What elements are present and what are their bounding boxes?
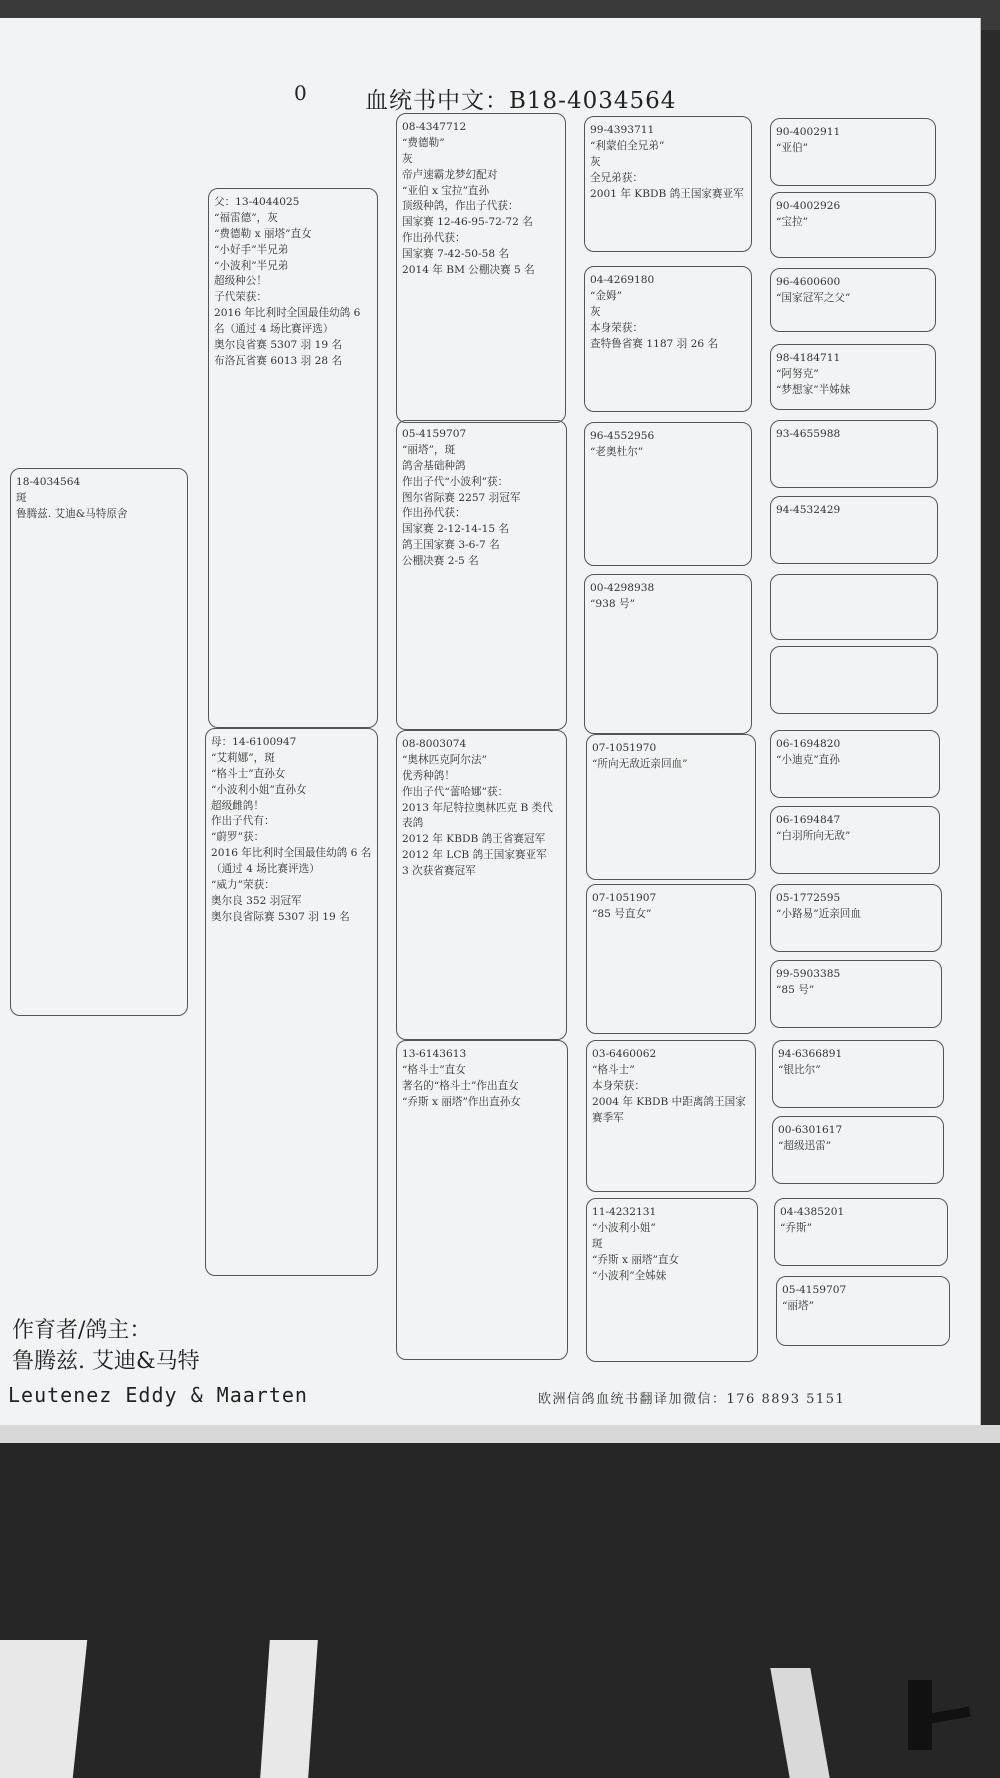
pedigree-sheet: [0, 18, 981, 1428]
gen4-box: 00-4298938 “938 号”: [584, 574, 752, 734]
gen3-box: 13-6143613 “格斗士”直女 著名的“格斗士”作出直女 “乔斯 x 丽塔”作出直孙女: [396, 1040, 568, 1360]
gen5-box: [770, 646, 938, 714]
light-glare: [0, 1640, 87, 1778]
clip-shadow: [908, 1680, 932, 1750]
gen4-box: 04-4269180 “金姆” 灰 本身荣获： 查特鲁省赛 1187 羽 26 名: [584, 266, 752, 412]
gen5-box: 96-4600600 “国家冠军之父”: [770, 268, 936, 332]
gen4-box: 07-1051907 “85 号直女”: [586, 884, 756, 1034]
gen3-box: 08-4347712 “费德勒” 灰 帝卢速霸龙梦幻配对 “亚伯 x 宝拉”直孙 顶级种鸽，作出子代获： 国家赛 12-46-95-72-72 名 作出孙代获： 国家赛 7-42-50-58 名 2014 年 BM 公棚决赛 5 名: [396, 113, 566, 423]
page-title: 血统书中文：B18-4034564: [365, 88, 677, 114]
gen4-box: 11-4232131 “小波利小姐” 斑 “乔斯 x 丽塔”直女 “小波利”全姊妹: [586, 1198, 758, 1362]
gen4-box: 96-4552956 “老奥杜尔”: [584, 422, 752, 566]
gen3-box: 08-8003074 “奥林匹克阿尔法” 优秀种鸽！ 作出子代“蕾哈娜”获： 2013 年尼特拉奥林匹克 B 类代表鸽 2012 年 KBDB 鸽王省赛冠军 2012 年 LCB 鸽王国家赛亚军 3 次获省赛冠军: [396, 730, 567, 1040]
gen5-box: 94-4532429: [770, 496, 938, 564]
gen4-box: 99-4393711 “利蒙伯全兄弟” 灰 全兄弟获： 2001 年 KBDB 鸽王国家赛亚军: [584, 116, 752, 252]
breeder-label: 作育者/鸽主：: [12, 1318, 152, 1343]
gen5-box: 93-4655988: [770, 420, 938, 488]
breeder-name-english: Leutenez Eddy & Maarten: [8, 1383, 308, 1407]
gen4-box: 03-6460062 “格斗士” 本身荣获： 2004 年 KBDB 中距离鸽王国家赛季军: [586, 1040, 756, 1192]
breeder-name-chinese: 鲁腾兹. 艾迪&马特: [12, 1349, 200, 1374]
gen5-box: 04-4385201 “乔斯”: [774, 1198, 948, 1266]
pigeon-box: 18-4034564 斑 鲁腾兹. 艾迪&马特原舍: [10, 468, 188, 1016]
gen4-box: 07-1051970 “所向无敌近亲回血”: [586, 734, 756, 880]
dam-box: 母：14-6100947 “艾莉娜”，斑 “格斗士”直孙女 “小波利小姐”直孙女 超级雌鸽！ 作出子代有： “蔚罗”获： 2016 年比利时全国最佳幼鸽 6 名（通过 4 场比赛评选） “威力”荣获： 奥尔良 352 羽冠军 奥尔良省际赛 5307 羽 19 名: [205, 728, 378, 1276]
gen5-box: 00-6301617 “超级迅雷”: [772, 1116, 944, 1184]
gen5-box: 98-4184711 “阿努克” “梦想家”半姊妹: [770, 344, 936, 410]
gen5-box: 05-1772595 “小路易”近亲回血: [770, 884, 942, 952]
sire-box: 父：13-4044025 “福雷德”，灰 “费德勒 x 丽塔”直女 “小好手”半兄弟 “小波利”半兄弟 超级种公！ 子代荣获： 2016 年比利时全国最佳幼鸽 6 名（通过 4 场比赛评选） 奥尔良省赛 5307 羽 19 名 布洛瓦省赛 6013 羽 28 名: [208, 188, 378, 728]
translation-contact: 欧洲信鸽血统书翻译加微信：176 8893 5151: [538, 1392, 846, 1407]
gen5-box: 05-4159707 “丽塔”: [776, 1276, 950, 1346]
gen5-box: 06-1694820 “小迪克”直孙: [770, 730, 940, 798]
background-bottom: [0, 1443, 1000, 1778]
light-glare: [260, 1640, 318, 1778]
page-number: 0: [294, 81, 307, 105]
plastic-sleeve-edge: [0, 1425, 1000, 1443]
gen5-box: 99-5903385 “85 号”: [770, 960, 942, 1028]
gen5-box: 06-1694847 “白羽所向无敌”: [770, 806, 940, 874]
gen5-box: 94-6366891 “银比尔”: [772, 1040, 944, 1108]
gen3-box: 05-4159707 “丽塔”，斑 鸽舍基础种鸽 作出子代“小波利”获： 图尔省际赛 2257 羽冠军 作出孙代获： 国家赛 2-12-14-15 名 鸽王国家赛 3-6-7 名 公棚决赛 2-5 名: [396, 420, 567, 730]
gen5-box: 90-4002911 “亚伯”: [770, 118, 936, 186]
gen5-box: 90-4002926 “宝拉”: [770, 192, 936, 258]
gen5-box: [770, 574, 938, 640]
